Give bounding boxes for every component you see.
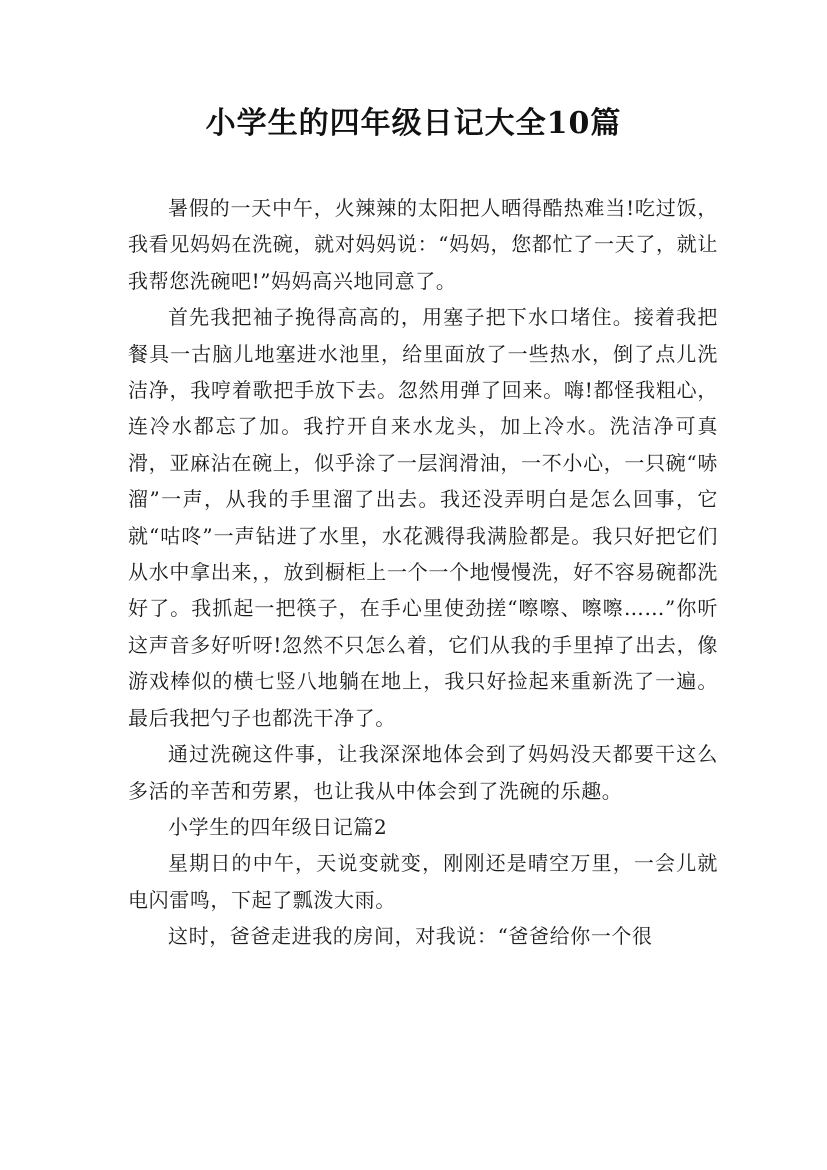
paragraph: 这时，爸爸走进我的房间，对我说：“爸爸给你一个很 xyxy=(168,924,653,949)
document-title: 小学生的四年级日记大全10篇 xyxy=(205,106,622,141)
paragraph: 首先我把袖子挽得高高的，用塞子把下水口堵住。接着我把餐具一古脑儿地塞进水池里，给里面放了一些热水，倒了点儿洗洁净，我哼着歌把手放下去。忽然用弹了回来。嗨!都怪我粗心，连冷水都忘了加。我拧开自来水龙头，加上冷水。洗洁净可真滑，亚麻沾在碗上，似乎涂了一层润滑油，一不小心，一只碗“哧溜”一声，从我的手里溜了出去。我还没弄明白是怎么回事，它就“咕咚”一声钻进了水里，水花溅得我满脸都是。我只好把它们从水中拿出来，，放到橱柜上一个一个地慢慢洗，好不容易碗都洗好了。我抓起一把筷子，在手心里使劲搓“嚓嚓、嚓嚓……”你听这声音多好听呀!忽然不只怎么着，它们从我的手里掉了出去，像游戏棒似的横七竖八地躺在地上，我只好捡起来重新洗了一遍。最后我把勺子也都洗干净了。 xyxy=(128,305,718,730)
paragraph: 星期日的中午，天说变就变，刚刚还是晴空万里，一会儿就电闪雷鸣，下起了瓢泼大雨。 xyxy=(128,851,718,912)
paragraph: 暑假的一天中午，火辣辣的太阳把人晒得酷热难当!吃过饭，我看见妈妈在洗碗，就对妈妈说：“妈妈，您都忙了一天了，就让我帮您洗碗吧!”妈妈高兴地同意了。 xyxy=(128,196,718,293)
paragraph: 通过洗碗这件事，让我深深地体会到了妈妈没天都要干这么多活的辛苦和劳累，也让我从中体会到了洗碗的乐趣。 xyxy=(128,742,718,803)
section-heading: 小学生的四年级日记篇2 xyxy=(168,814,388,839)
document-body xyxy=(128,190,718,955)
